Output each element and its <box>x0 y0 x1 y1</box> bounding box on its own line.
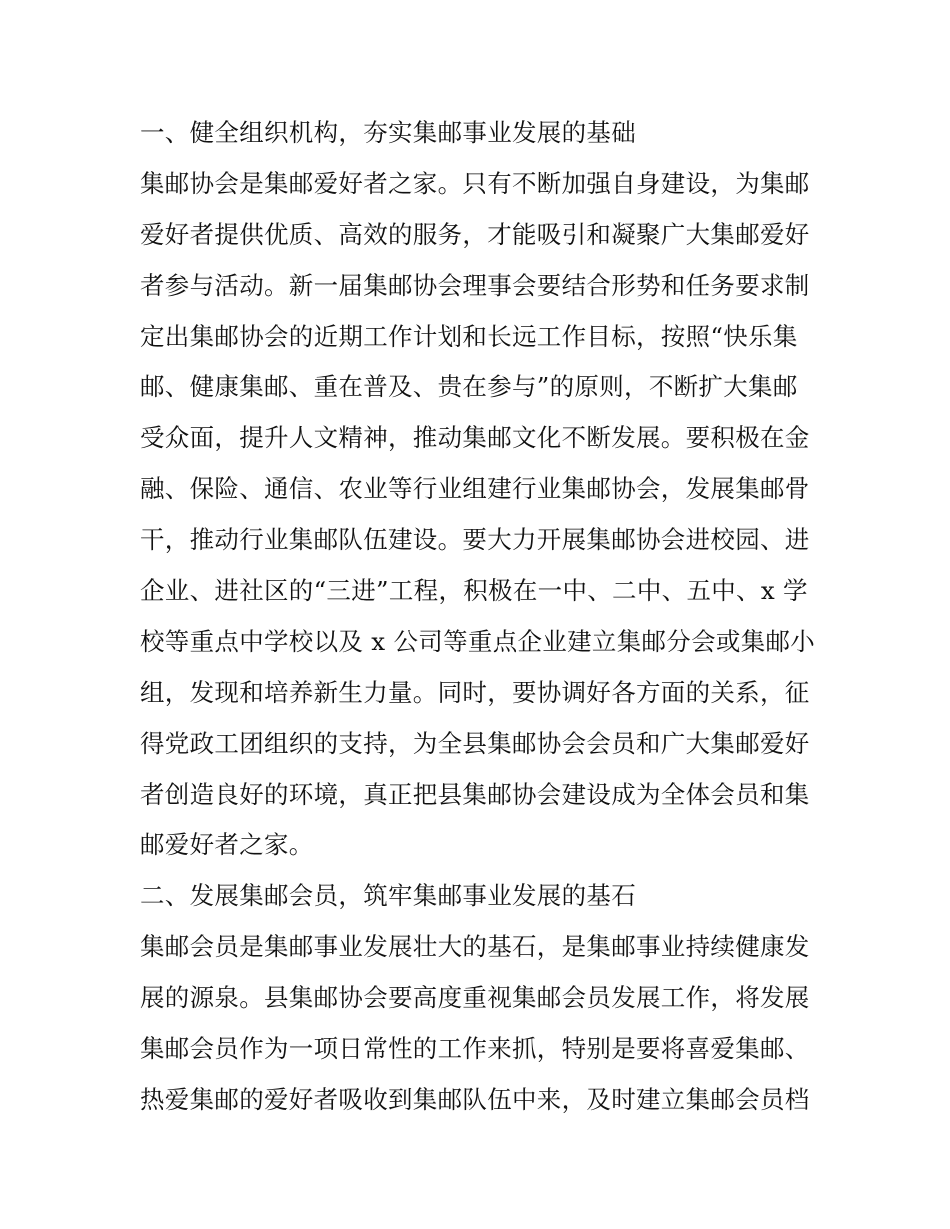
section-heading-2: 二、发展集邮会员，筑牢集邮事业发展的基石 <box>140 881 636 911</box>
paragraph-line: 得党政工团组织的支持，为全县集邮协会会员和广大集邮爱好 <box>140 728 810 758</box>
paragraph-line: 邮爱好者之家。 <box>140 830 314 860</box>
paragraph-line: 融、保险、通信、农业等行业组建行业集邮协会，发展集邮骨 <box>140 474 810 504</box>
paragraph-line: 干，推动行业集邮队伍建设。要大力开展集邮协会进校园、进 <box>140 525 810 555</box>
paragraph-line: 集邮协会是集邮爱好者之家。只有不断加强自身建设，为集邮 <box>140 168 810 198</box>
paragraph-line: 组，发现和培养新生力量。同时，要协调好各方面的关系，征 <box>140 677 810 707</box>
paragraph-line: 企业、进社区的“三进”工程，积极在一中、二中、五中、x 学 <box>140 576 808 606</box>
paragraph-line: 者创造良好的环境，真正把县集邮协会建设成为全体会员和集 <box>140 779 810 809</box>
paragraph-line: 校等重点中学校以及 x 公司等重点企业建立集邮分会或集邮小 <box>140 626 816 656</box>
document-body <box>140 108 820 1126</box>
paragraph-line: 展的源泉。县集邮协会要高度重视集邮会员发展工作，将发展 <box>140 983 810 1013</box>
paragraph-line: 者参与活动。新一届集邮协会理事会要结合形势和任务要求制 <box>140 270 810 300</box>
paragraph-line: 受众面，提升人文精神，推动集邮文化不断发展。要积极在金 <box>140 423 810 453</box>
paragraph-line: 爱好者提供优质、高效的服务，才能吸引和凝聚广大集邮爱好 <box>140 219 810 249</box>
paragraph-line: 定出集邮协会的近期工作计划和长远工作目标，按照“快乐集 <box>140 321 798 351</box>
paragraph-line: 集邮会员是集邮事业发展壮大的基石，是集邮事业持续健康发 <box>140 932 810 962</box>
paragraph-line: 热爱集邮的爱好者吸收到集邮队伍中来，及时建立集邮会员档 <box>140 1084 810 1114</box>
paragraph-line: 邮、健康集邮、重在普及、贵在参与”的原则，不断扩大集邮 <box>140 372 798 402</box>
section-heading-1: 一、健全组织机构，夯实集邮事业发展的基础 <box>140 118 636 147</box>
paragraph-line: 集邮会员作为一项日常性的工作来抓，特别是要将喜爱集邮、 <box>140 1034 810 1064</box>
